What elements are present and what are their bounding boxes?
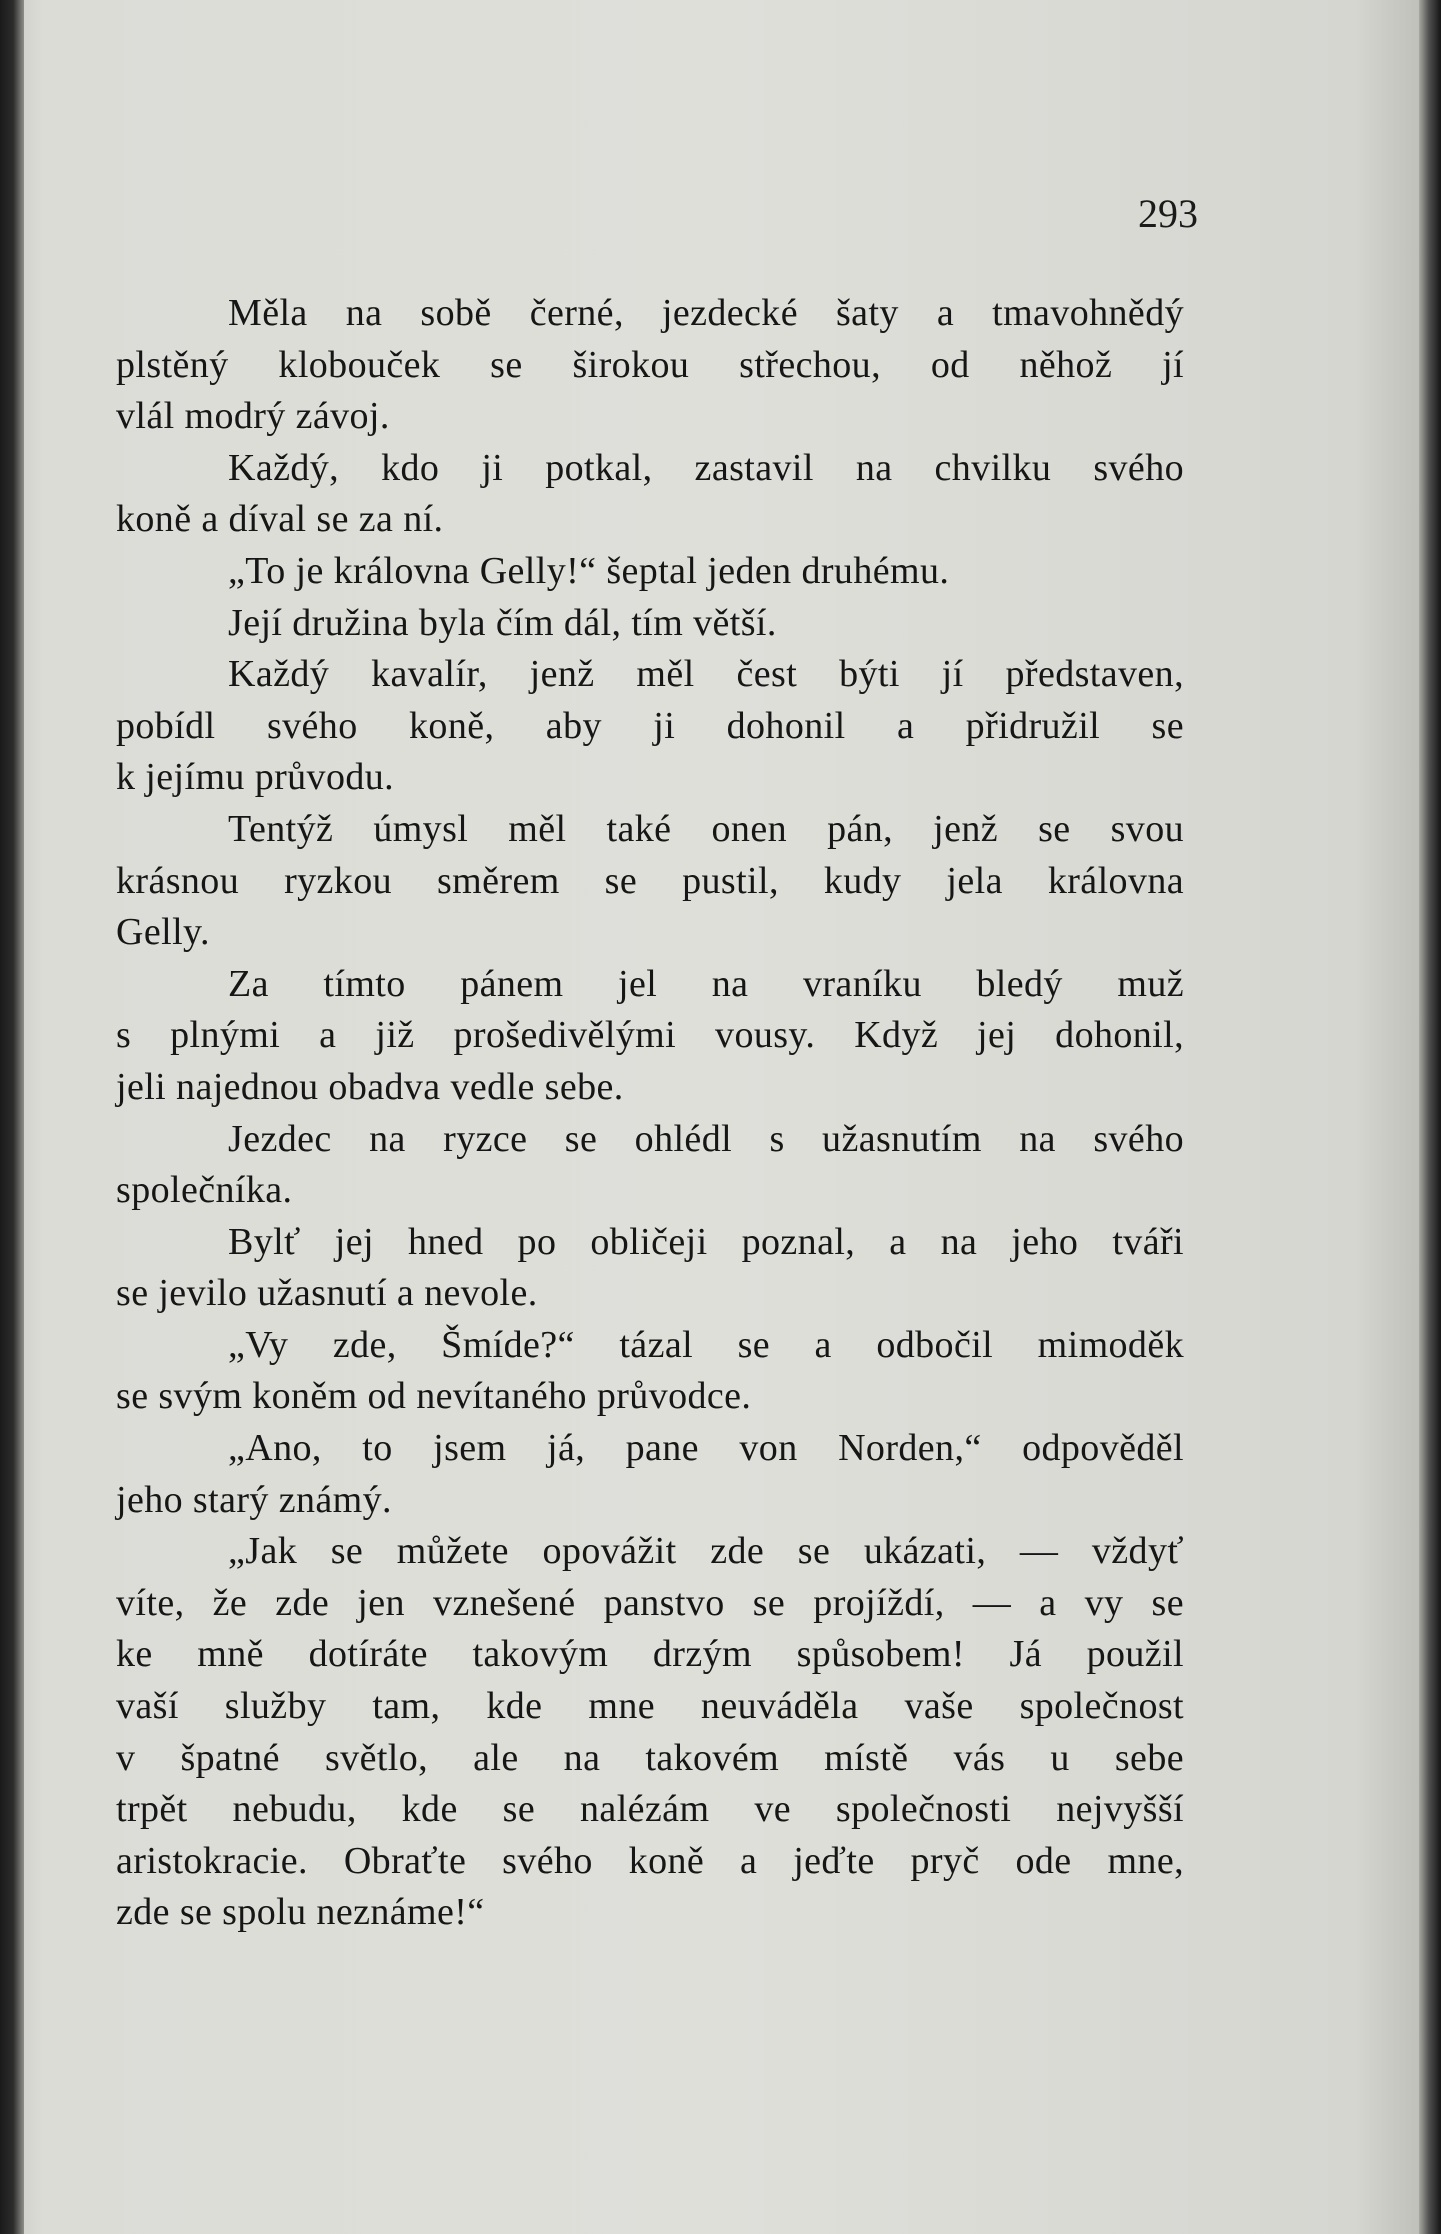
text-line: koně a díval se za ní. <box>116 498 444 541</box>
text-line: jeli najednou obadva vedle sebe. <box>116 1065 624 1108</box>
text-line: zde se spolu neznáme!“ <box>116 1891 485 1934</box>
text-line: „Ano, to jsem já, pane von Norden,“ odpověděl <box>228 1427 1184 1470</box>
text-line: plstěný klobouček se širokou střechou, od něhož jí <box>116 343 1184 386</box>
text-line: pobídl svého koně, aby ji dohonil a přidružil se <box>116 704 1184 747</box>
text-line: společníka. <box>116 1169 293 1212</box>
text-line: „Vy zde, Šmíde?“ tázal se a odbočil mimoděk <box>228 1323 1184 1366</box>
text-line: se svým koněm od nevítaného průvodce. <box>116 1375 752 1418</box>
text-line: vlál modrý závoj. <box>116 395 390 438</box>
text-line: ke mně dotíráte takovým drzým spůsobem! Já použil <box>116 1633 1184 1676</box>
text-line: Tentýž úmysl měl také onen pán, jenž se svou <box>228 807 1184 850</box>
text-line: se jevilo užasnutí a nevole. <box>116 1272 538 1315</box>
text-line: krásnou ryzkou směrem se pustil, kudy jela královna <box>116 859 1184 902</box>
text-line: víte, že zde jen vznešené panstvo se projíždí, — a vy se <box>116 1581 1184 1624</box>
text-line: Její družina byla čím dál, tím větší. <box>228 601 777 644</box>
text-line: jeho starý známý. <box>116 1478 392 1521</box>
text-line: Jezdec na ryzce se ohlédl s užasnutím na svého <box>228 1117 1184 1160</box>
text-line: k jejímu průvodu. <box>116 756 395 799</box>
text-line: aristokracie. Obraťte svého koně a jeďte pryč ode mne, <box>116 1839 1184 1882</box>
text-line: „Jak se můžete opovážit zde se ukázati, — vždyť <box>228 1530 1184 1573</box>
page-number: 293 <box>1138 191 1198 236</box>
text-line: trpět nebudu, kde se nalézám ve společnosti nejvyšší <box>116 1788 1184 1831</box>
text-line: Měla na sobě černé, jezdecké šaty a tmavohnědý <box>228 292 1184 334</box>
text-line: v špatné světlo, ale na takovém místě vás u sebe <box>116 1736 1184 1779</box>
text-line: Každý kavalír, jenž měl čest býti jí představen, <box>228 653 1184 696</box>
text-line: vaší služby tam, kde mne neuváděla vaše společnost <box>116 1685 1184 1728</box>
text-line: Každý, kdo ji potkal, zastavil na chvilku svého <box>228 446 1184 489</box>
text-line: s plnými a již prošedivělými vousy. Když jej dohonil, <box>116 1014 1184 1057</box>
text-line: Bylť jej hned po obličeji poznal, a na jeho tváři <box>228 1220 1184 1263</box>
text-line: Gelly. <box>116 911 210 954</box>
page-binding-edge <box>0 0 24 2234</box>
page-right-edge <box>1419 0 1441 2234</box>
text-line: Za tímto pánem jel na vraníku bledý muž <box>228 962 1184 1005</box>
body-text <box>116 288 1184 1939</box>
text-line: „To je královna Gelly!“ šeptal jeden druhému. <box>228 549 950 592</box>
